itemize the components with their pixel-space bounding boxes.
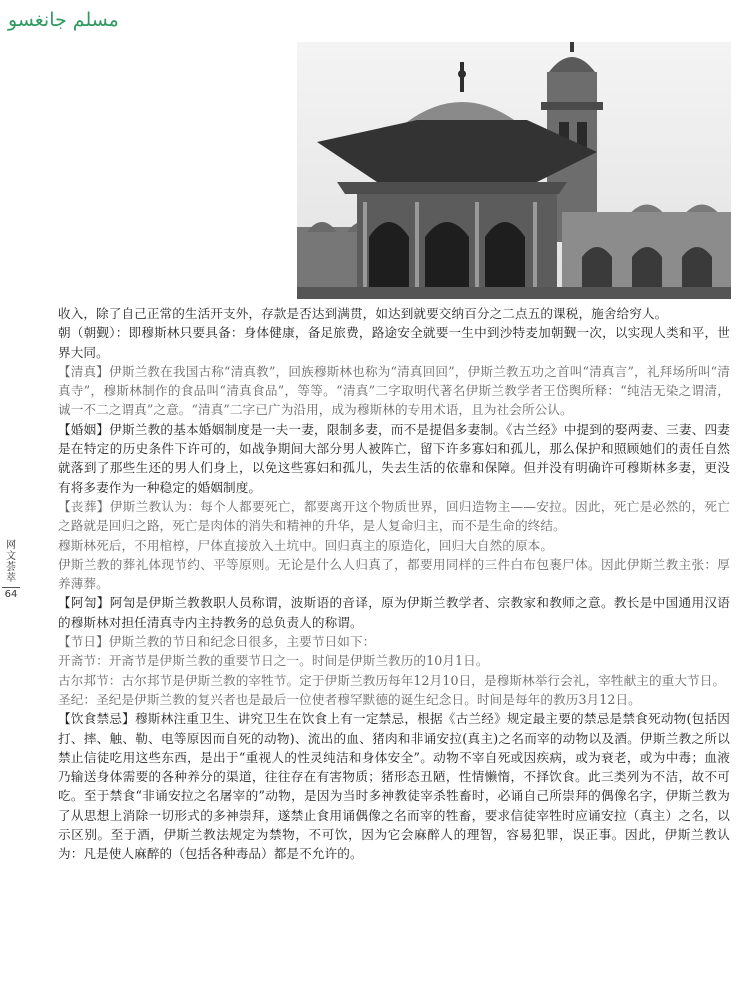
mosque-illustration bbox=[297, 42, 731, 299]
section-label: 网文荟萃 bbox=[6, 540, 16, 584]
paragraph-pilgrimage: 朝（朝觐）：即穆斯林只要具备：身体健康，备足旅费，路途安全就要一生中到沙特麦加朝觐一次，以实现人类和平，世界大同。 bbox=[58, 325, 730, 360]
paragraph-mawlid: 圣纪：圣纪是伊斯兰教的复兴者也是最后一位使者穆罕默德的诞生纪念日。时间是每年的教历3月12日。 bbox=[58, 691, 641, 707]
paragraph-dietary: 【饮食禁忌】穆斯林注重卫生、讲究卫生在饮食上有一定禁忌，根据《古兰经》规定最主要的禁忌是禁食死动物(包括因打、摔、触、勒、电等原因而自死的动物)、流出的血、猪肉和非诵安拉(真主)之名而宰的动物以及酒。伊斯兰教之所以禁止信徒吃用这些东西，是出于“重视人的性灵纯洁和身体安全”。动物不宰自死或因疾病，或为衰老，或为中毒；血液乃输送身体需要的各种养分的渠道，往往存在有害物质；猪形态丑陋，性情懒惰，不择饮食。此三类列为不洁，故不可吃。至于禁食“非诵安拉之名屠宰的”动物，是因为当时多神教徒宰杀牲畜时，必诵自己所崇拜的偶像名字，伊斯兰教为了从思想上消除一切形式的多神崇拜，遂禁止食用诵偶像之名而宰的牲畜，要求信徒宰牲时应诵安拉（真主）之名，以示区别。至于酒，伊斯兰教法规定为禁物，不可饮，因为它会麻醉人的理智，容易犯罪，误正事。因此，伊斯兰教认为：凡是使人麻醉的（包括各种毒品）都是不允许的。 bbox=[58, 711, 730, 862]
paragraph-burial: 穆斯林死后，不用棺椁，尸体直接放入土坑中。回归真主的原造化，回归大自然的原本。 bbox=[58, 537, 554, 553]
paragraph-funeral-principle: 伊斯兰教的葬礼体现节约、平等原则。无论是什么人归真了，都要用同样的三件白布包裹尸体。因此伊斯兰教主张：厚养薄葬。 bbox=[58, 556, 730, 592]
article-body bbox=[58, 304, 730, 864]
paragraph-income: 收入，除了自己正常的生活开支外，存款是否达到满贯，如达到就要交纳百分之二点五的课税，施舍给穷人。 bbox=[58, 306, 668, 321]
logo-text: مسلم جانغسو bbox=[8, 9, 119, 31]
page-number: 64 bbox=[2, 587, 20, 600]
paragraph-marriage: 【婚姻】伊斯兰教的基本婚姻制度是一夫一妻，限制多妻，而不是提倡多妻制。《古兰经》中提到的娶两妻、三妻、四妻是在特定的历史条件下许可的，如战争期间大部分男人被阵亡，留下许多寡妇和孤儿，那么保护和照顾她们的责任自然就落到了那些生还的男人们身上，以免这些寡妇和孤儿，失去生活的依靠和保障。但并没有明确许可穆斯林多妻，更没有将多妻作为一种稳定的婚姻制度。 bbox=[58, 421, 730, 495]
side-column-label bbox=[2, 540, 20, 600]
paragraph-qingzhen: 【清真】伊斯兰教在我国古称“清真教”，回族穆斯林也称为“清真回回”，伊斯兰教五功之首叫“清真言”，礼拜场所叫“清真寺”，穆斯林制作的食品叫“清真食品”，等等。“清真”二字取明代著名伊斯兰教学者王岱舆所释：“纯洁无染之谓清，诚一不二之谓真”之意。“清真”二字已广为沿用，成为穆斯林的专用术语，且为社会所公认。 bbox=[58, 363, 730, 418]
paragraph-eid-al-adha: 古尔邦节：古尔邦节是伊斯兰教的宰牲节。定于伊斯兰教历每年12月10日，是穆斯林举行会礼，宰牲献主的重大节日。 bbox=[58, 672, 726, 688]
paragraph-funeral: 【丧葬】伊斯兰教认为：每个人都要死亡，都要离开这个物质世界，回归造物主——安拉。因此，死亡是必然的，死亡之路就是回归之路，死亡是肉体的消失和精神的升华，是人复命归主，而不是生命的终结。 bbox=[58, 498, 730, 534]
paragraph-eid-al-fitr: 开斋节：开斋节是伊斯兰教的重要节日之一。时间是伊斯兰教历的10月1日。 bbox=[58, 653, 489, 669]
paragraph-festivals: 【节日】伊斯兰教的节日和纪念日很多，主要节日如下： bbox=[58, 634, 376, 650]
paragraph-ahong: 【阿訇】阿訇是伊斯兰教教职人员称谓，波斯语的音译，原为伊斯兰教学者、宗教家和教师之意。教长是中国通用汉语的穆斯林对担任清真寺内主持教务的总负责人的称谓。 bbox=[58, 595, 730, 630]
mosque-photo bbox=[297, 42, 731, 299]
